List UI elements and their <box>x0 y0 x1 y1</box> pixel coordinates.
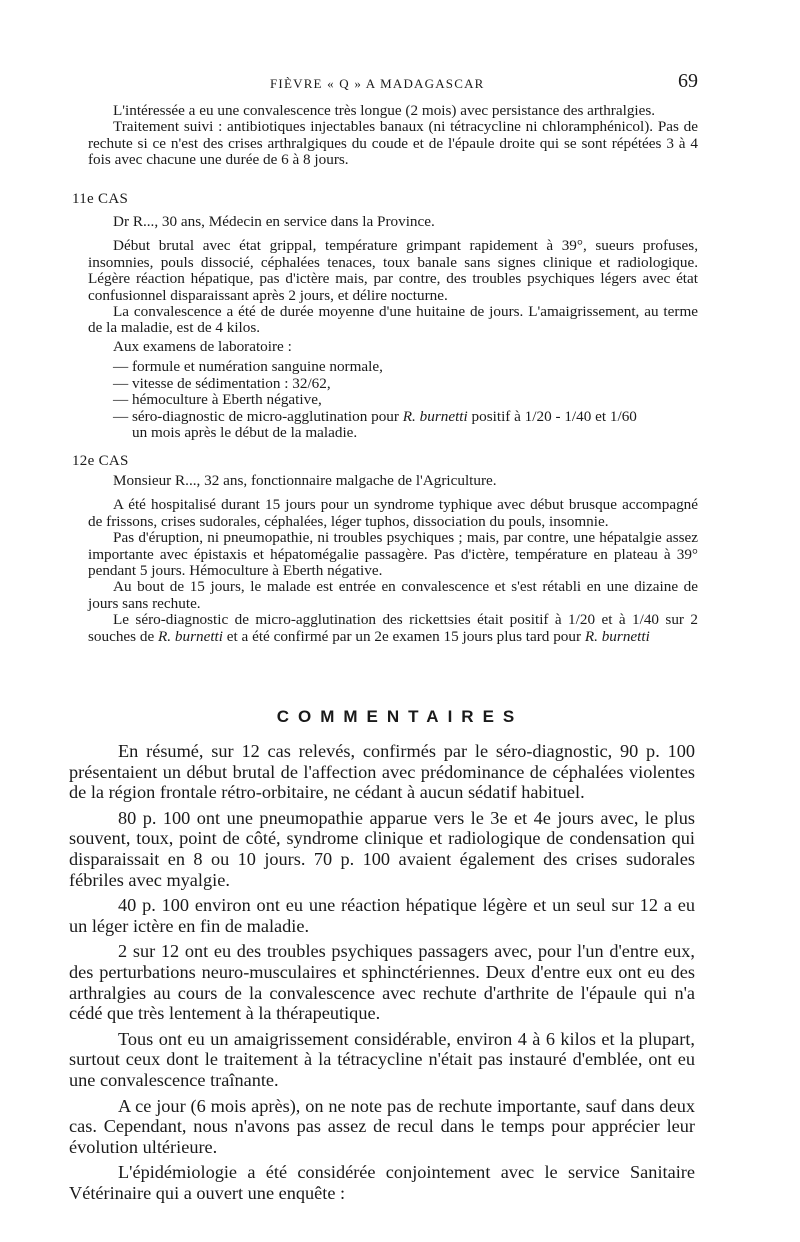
commentaires-paragraph: 80 p. 100 ont une pneumopathie apparue vers le 3e et 4e jours avec, le plus souvent, toux, point de côté, syndrome clinique et radiologique de condensation qui disparaissait en 8 ou 10 jours. 70 p. 100 avaient également des crises sudorales fébriles avec myalgie. <box>69 807 695 890</box>
lab-item: — séro-diagnostic de micro-agglutination pour R. burnetti positif à 1/20 - 1/40 et 1/60 <box>113 407 637 425</box>
intro-paragraph: L'intéressée a eu une convalescence très longue (2 mois) avec persistance des arthralgies. <box>113 102 656 119</box>
species-name: R. burnetti <box>584 627 650 645</box>
case-11-heading: 11e CAS <box>72 191 129 207</box>
case-12-heading: 12e CAS <box>72 453 129 469</box>
case-11-labs <box>113 339 698 441</box>
lab-item: — hémoculture à Eberth négative, <box>113 391 322 409</box>
intro-paragraph: Traitement suivi : antibiotiques injectables banaux (ni tétracycline ni chloramphénicol). Pas de rechute si ce n'est des crises arthralgiques du coude et de l'épaule droite qui se sont répétées 3 à 4 fois avec chacune une durée de 6 à 8 jours. <box>88 118 698 169</box>
case-11-body <box>88 214 698 337</box>
commentaires-paragraph: L'épidémiologie a été considérée conjointement avec le service Sanitaire Vétérinaire qui a ouvert une enquête : <box>69 1162 695 1203</box>
species-name: R. burnetti <box>402 407 468 425</box>
case-12-paragraph: Au bout de 15 jours, le malade est entrée en convalescence et s'est rétabli en une dizaine de jours sans rechute. <box>88 578 698 612</box>
page-header <box>0 70 800 100</box>
case-12-patient: Monsieur R..., 32 ans, fonctionnaire malgache de l'Agriculture. <box>113 472 497 489</box>
case-12-body <box>88 473 698 645</box>
case-12-paragraph: A été hospitalisé durant 15 jours pour un syndrome typhique avec début brusque accompagné de frissons, crises sudorales, céphalées, léger tuphos, dissociation du pouls, insomnie. <box>88 496 698 530</box>
case-11-paragraph: La convalescence a été de durée moyenne d'une huitaine de jours. L'amaigrissement, au terme de la maladie, est de 4 kilos. <box>88 303 698 337</box>
lab-item-continuation: un mois après le début de la maladie. <box>132 424 358 442</box>
commentaires-paragraph: Tous ont eu un amaigrissement considérable, environ 4 à 6 kilos et la plupart, surtout ceux dont le traitement à la tétracycline n'était pas instauré d'emblée, ont eu une convalescence traînante. <box>69 1028 695 1090</box>
case-12-paragraph: Pas d'éruption, ni pneumopathie, ni troubles psychiques ; mais, par contre, une hépatalgie assez importante avec épistaxis et hépatomégalie passagère. Pas d'ictère, température en plateau à 39° pendant 5 jours. Hémoculture à Eberth négative. <box>88 529 698 580</box>
commentaires-paragraph: 2 sur 12 ont eu des troubles psychiques passagers avec, pour l'un d'entre eux, des perturbations neuro-musculaires et sphinctériennes. Deux d'entre eux ont eu des arthralgies au cours de la convalescence avec rechute d'arthrite de l'épaule qui n'a cédé que très lentement à la thérapeutique. <box>69 941 695 1024</box>
commentaires-paragraph: En résumé, sur 12 cas relevés, confirmés par le séro-diagnostic, 90 p. 100 présentaient un début brutal de l'affection avec prédominance de céphalées violentes de la région frontale rétro-orbitaire, ne cédant à aucun sédatif habituel. <box>69 741 695 803</box>
page-number: 69 <box>678 70 698 92</box>
case-11-patient: Dr R..., 30 ans, Médecin en service dans la Province. <box>113 213 435 230</box>
lab-item: — vitesse de sédimentation : 32/62, <box>113 374 331 392</box>
labs-intro: Aux examens de laboratoire : <box>113 338 292 355</box>
species-name: R. burnetti <box>158 627 223 645</box>
case-12-paragraph: Le séro-diagnostic de micro-agglutination des rickettsies était positif à 1/20 et à 1/40 sur 2 souches de R. burnetti et a été confirmé par un 2e examen 15 jours plus tard pour R. burnetti <box>88 611 698 645</box>
section-title: COMMENTAIRES <box>276 707 524 726</box>
intro-text <box>88 103 698 169</box>
commentaires-paragraph: 40 p. 100 environ ont eu une réaction hépatique légère et un seul sur 12 a eu un léger ictère en fin de maladie. <box>69 895 695 936</box>
commentaires-paragraph: A ce jour (6 mois après), on ne note pas de rechute importante, sauf dans deux cas. Cependant, nous n'avons pas assez de recul dans le temps pour apprécier leur évolution ultérieure. <box>69 1095 695 1157</box>
commentaires-body <box>69 741 695 1208</box>
lab-item: — formule et numération sanguine normale, <box>113 358 383 376</box>
case-11-paragraph: Début brutal avec état grippal, température grimpant rapidement à 39°, sueurs profuses, insomnies, pouls dissocié, céphalées tenaces, toux banale sans signes clinique et radiologique. Légère réaction hépatique, pas d'ictère mais, par contre, des troubles psychiques légers avec état confusionnel disparaissant après 2 jours, et délire nocturne. <box>88 237 698 304</box>
running-title: FIÈVRE « Q » A MADAGASCAR <box>270 76 485 91</box>
